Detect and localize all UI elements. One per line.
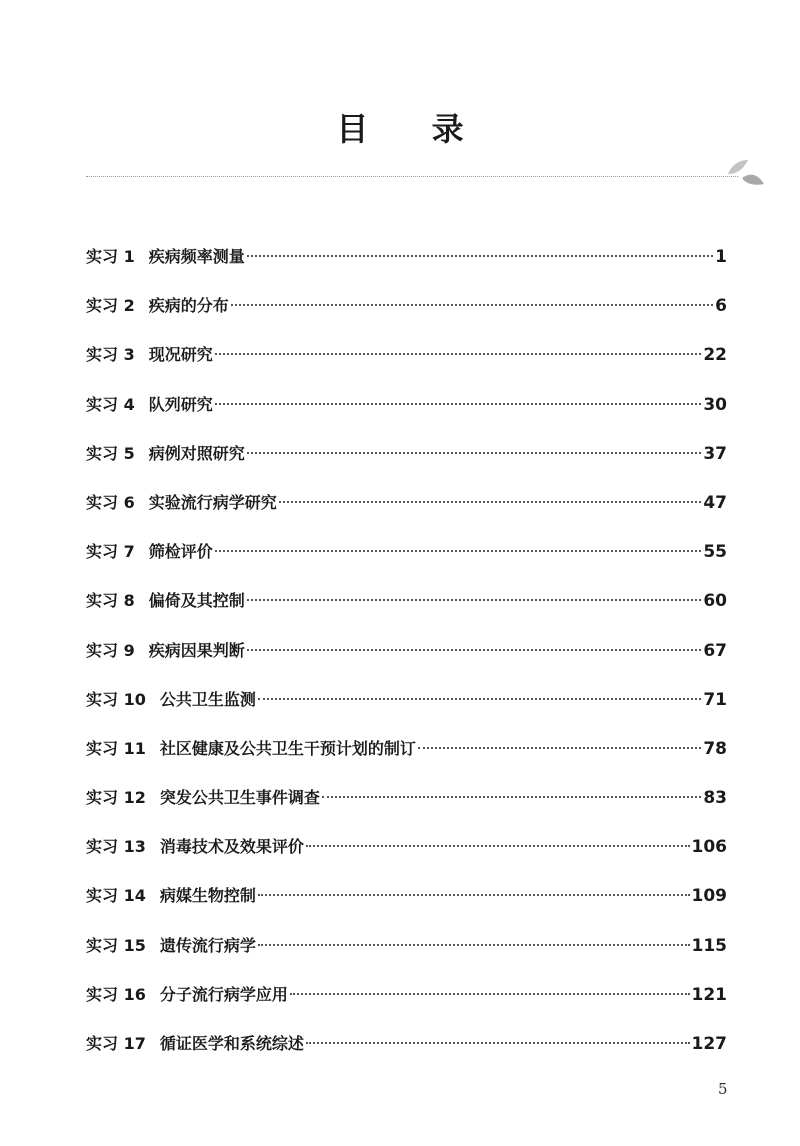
entry-number: 实习 17 <box>86 1034 146 1053</box>
dot-leader <box>290 993 690 995</box>
title-divider <box>86 176 738 177</box>
toc-entry[interactable] <box>86 1031 727 1080</box>
entry-page: 127 <box>691 1034 727 1054</box>
entry-title: 分子流行病学应用 <box>159 984 288 1004</box>
toc-list <box>86 244 727 1080</box>
entry-page: 37 <box>703 443 727 464</box>
toc-entry[interactable] <box>86 588 727 637</box>
entry-page: 106 <box>691 837 727 858</box>
entry-number: 实习 9 <box>86 640 135 660</box>
dot-leader <box>418 747 701 749</box>
dot-leader <box>279 501 702 503</box>
entry-number: 实习 16 <box>86 984 146 1004</box>
toc-entry[interactable] <box>86 392 727 441</box>
dot-leader <box>258 894 690 896</box>
toc-entry[interactable] <box>86 785 727 834</box>
entry-title: 实验流行病学研究 <box>148 492 277 512</box>
entry-number: 实习 2 <box>86 296 135 316</box>
entry-page: 109 <box>691 886 727 907</box>
entry-number: 实习 4 <box>86 394 135 414</box>
entry-number: 实习 1 <box>86 247 135 266</box>
toc-entry[interactable] <box>86 736 727 785</box>
entry-title: 筛检评价 <box>148 542 213 562</box>
entry-page: 6 <box>715 296 727 317</box>
toc-entry[interactable] <box>86 342 727 391</box>
entry-title: 疾病频率测量 <box>148 247 245 266</box>
entry-title: 疾病的分布 <box>148 296 229 316</box>
entry-page: 78 <box>703 738 727 759</box>
entry-number: 实习 13 <box>86 837 146 857</box>
entry-number: 实习 10 <box>86 689 146 709</box>
entry-page: 30 <box>703 394 727 415</box>
entry-page: 55 <box>703 542 727 563</box>
entry-title: 现况研究 <box>148 345 213 365</box>
entry-number: 实习 8 <box>86 591 135 611</box>
dot-leader <box>215 550 702 552</box>
dot-leader <box>231 304 713 306</box>
entry-page: 47 <box>703 492 727 513</box>
toc-entry[interactable] <box>86 490 727 539</box>
entry-title: 偏倚及其控制 <box>148 591 245 611</box>
page-title: 目 录 <box>336 110 490 148</box>
page-number: 5 <box>718 1080 728 1098</box>
entry-title: 社区健康及公共卫生干预计划的制订 <box>159 738 416 758</box>
toc-entry[interactable] <box>86 883 727 932</box>
entry-number: 实习 14 <box>86 886 146 906</box>
entry-title: 遗传流行病学 <box>159 935 256 955</box>
dot-leader <box>306 1042 690 1044</box>
dot-leader <box>215 353 702 355</box>
entry-number: 实习 15 <box>86 935 146 955</box>
entry-page: 60 <box>703 591 727 612</box>
entry-page: 83 <box>703 788 727 809</box>
toc-entry[interactable] <box>86 244 727 293</box>
entry-number: 实习 5 <box>86 443 135 463</box>
entry-title: 病媒生物控制 <box>159 886 256 906</box>
toc-entry[interactable] <box>86 834 727 883</box>
entry-page: 22 <box>703 345 727 366</box>
entry-title: 循证医学和系统综述 <box>159 1034 304 1053</box>
dot-leader <box>322 796 701 798</box>
entry-number: 实习 12 <box>86 788 146 808</box>
entry-page: 71 <box>703 689 727 710</box>
dot-leader <box>247 599 702 601</box>
dot-leader <box>247 452 702 454</box>
entry-number: 实习 11 <box>86 738 146 758</box>
dot-leader <box>247 255 713 257</box>
toc-entry[interactable] <box>86 293 727 342</box>
entry-page: 67 <box>703 640 727 661</box>
entry-title: 队列研究 <box>148 394 213 414</box>
leaf-decoration-icon <box>726 156 766 192</box>
entry-title: 突发公共卫生事件调查 <box>159 788 320 808</box>
entry-number: 实习 3 <box>86 345 135 365</box>
dot-leader <box>215 403 702 405</box>
entry-page: 121 <box>691 984 727 1005</box>
toc-entry[interactable] <box>86 638 727 687</box>
toc-entry[interactable] <box>86 441 727 490</box>
dot-leader <box>306 845 690 847</box>
entry-page: 1 <box>715 247 727 267</box>
dot-leader <box>258 944 690 946</box>
entry-page: 115 <box>691 935 727 956</box>
entry-title: 病例对照研究 <box>148 443 245 463</box>
toc-entry[interactable] <box>86 539 727 588</box>
entry-number: 实习 6 <box>86 492 135 512</box>
entry-number: 实习 7 <box>86 542 135 562</box>
dot-leader <box>258 698 701 700</box>
entry-title: 公共卫生监测 <box>159 689 256 709</box>
toc-entry[interactable] <box>86 933 727 982</box>
dot-leader <box>247 649 702 651</box>
entry-title: 疾病因果判断 <box>148 640 245 660</box>
toc-entry[interactable] <box>86 687 727 736</box>
entry-title: 消毒技术及效果评价 <box>159 837 304 857</box>
toc-entry[interactable] <box>86 982 727 1031</box>
